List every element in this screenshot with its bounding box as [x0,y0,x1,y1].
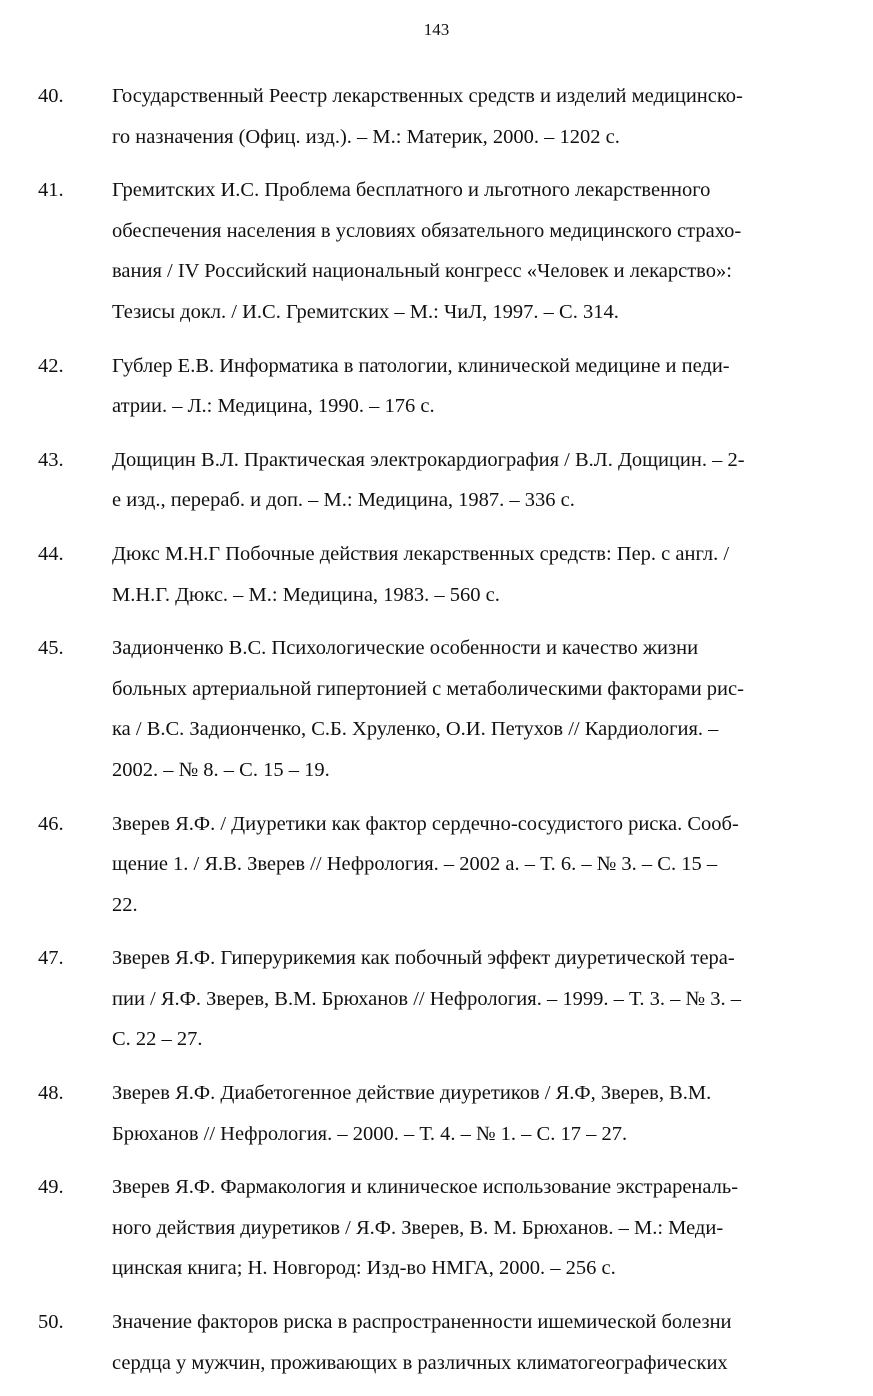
reference-line: цинская книга; Н. Новгород: Изд-во НМГА, 2000. – 256 с. [112,1257,616,1280]
reference-line: пии / Я.Ф. Зверев, В.М. Брюханов // Нефрология. – 1999. – Т. 3. – № 3. – [112,987,741,1010]
reference-line: го назначения (Офиц. изд.). – М.: Материк, 2000. – 1202 с. [112,125,620,148]
reference-text [112,440,838,521]
reference-text [112,76,838,157]
reference-number: 46. [38,812,64,835]
reference-item-40 [38,76,838,157]
reference-number: 50. [38,1311,64,1334]
reference-text [112,534,838,615]
reference-item-45 [38,628,838,790]
reference-line: Задионченко В.С. Психологические особенности и качество жизни [112,637,699,660]
reference-number: 42. [38,354,64,377]
reference-number: 49. [38,1176,64,1199]
reference-item-42 [38,346,838,427]
reference-number: 43. [38,448,64,471]
reference-line: Зверев Я.Ф. Гиперурикемия как побочный эффект диуретической тера- [112,947,735,970]
reference-item-49 [38,1167,838,1289]
reference-number: 41. [38,179,64,202]
reference-line: больных артериальной гипертонией с метаболическими факторами рис- [112,677,744,700]
reference-text [112,628,838,790]
reference-line: ного действия диуретиков / Я.Ф. Зверев, В. М. Брюханов. – М.: Меди- [112,1216,724,1239]
reference-number: 48. [38,1082,64,1105]
reference-text [112,938,838,1060]
reference-line: Государственный Реестр лекарственных средств и изделий медицинско- [112,85,743,107]
reference-line: Дощицин В.Л. Практическая электрокардиография / В.Л. Дощицин. – 2- [112,448,745,471]
reference-item-43 [38,440,838,521]
reference-item-41 [38,170,838,332]
reference-line: Зверев Я.Ф. / Диуретики как фактор сердечно-сосудистого риска. Сооб- [112,812,739,835]
reference-line: М.Н.Г. Дюкс. – М.: Медицина, 1983. – 560 с. [112,583,500,606]
page-number: 143 [423,20,450,39]
reference-line: Значение факторов риска в распространенности ишемической болезни [112,1311,732,1334]
reference-text [112,346,838,427]
reference-text [112,1302,838,1383]
reference-number: 44. [38,542,64,565]
reference-line: С. 22 – 27. [112,1028,203,1051]
reference-line: Гремитских И.С. Проблема бесплатного и льготного лекарственного [112,179,711,202]
reference-text [112,1073,838,1154]
reference-line: Брюханов // Нефрология. – 2000. – Т. 4. – № 1. – С. 17 – 27. [112,1122,628,1145]
reference-text [112,1167,838,1289]
reference-item-48 [38,1073,838,1154]
reference-line: сердца у мужчин, проживающих в различных климатогеографических [112,1351,728,1374]
reference-item-50 [38,1302,838,1383]
reference-line: вания / IV Российский национальный конгресс «Человек и лекарство»: [112,260,732,283]
reference-item-47 [38,938,838,1060]
reference-line: Гублер Е.В. Информатика в патологии, клинической медицине и педи- [112,354,730,377]
reference-list [38,76,838,1396]
reference-item-46 [38,804,838,926]
reference-line: 2002. – № 8. – С. 15 – 19. [112,758,330,781]
reference-line: Тезисы докл. / И.С. Гремитских – М.: ЧиЛ, 1997. – С. 314. [112,300,619,323]
reference-number: 45. [38,637,64,660]
reference-line: Дюкс М.Н.Г Побочные действия лекарственных средств: Пер. с англ. / [112,542,730,565]
reference-number: 40. [38,85,64,107]
reference-line: Зверев Я.Ф. Диабетогенное действие диуретиков / Я.Ф, Зверев, В.М. [112,1082,712,1105]
reference-text [112,804,838,926]
reference-item-44 [38,534,838,615]
reference-text [112,170,838,332]
reference-line: 22. [112,893,138,916]
reference-line: ка / В.С. Задионченко, С.Б. Хруленко, О.И. Петухов // Кардиология. – [112,718,719,741]
reference-line: обеспечения населения в условиях обязательного медицинского страхо- [112,219,742,242]
reference-number: 47. [38,947,64,970]
reference-line: Зверев Я.Ф. Фармакология и клиническое использование экстрареналь- [112,1176,739,1199]
reference-line: атрии. – Л.: Медицина, 1990. – 176 с. [112,395,435,418]
reference-line: щение 1. / Я.В. Зверев // Нефрология. – 2002 а. – Т. 6. – № 3. – С. 15 – [112,853,718,876]
reference-line: е изд., перераб. и доп. – М.: Медицина, 1987. – 336 с. [112,489,575,512]
